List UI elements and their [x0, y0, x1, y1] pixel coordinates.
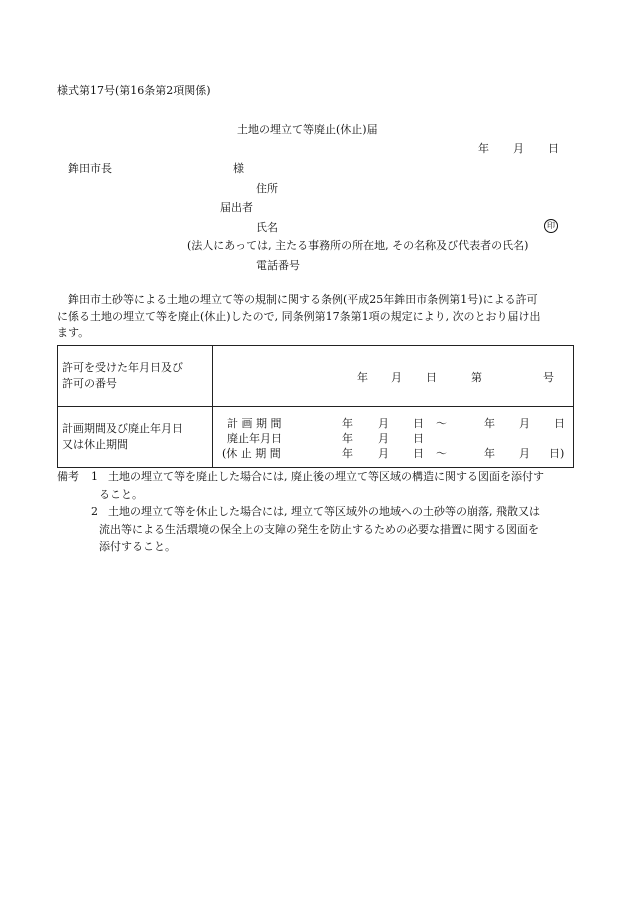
permit-year: 年: [357, 371, 368, 384]
form-number: 様式第17号(第16条第2項関係): [57, 84, 211, 97]
permit-value-cell[interactable]: [213, 346, 574, 407]
suspend-end-month: 月: [519, 447, 530, 460]
permit-month: 月: [391, 371, 402, 384]
permit-dai: 第: [471, 371, 482, 384]
suspend-end-year: 年: [484, 447, 495, 460]
permit-label-line-2: 許可の番号: [62, 377, 117, 390]
period-label-line-2: 又は休止期間: [62, 438, 128, 451]
plan-end-day: 日: [554, 417, 565, 430]
body-line-1: 鉾田市土砂等による土地の埋立て等の規制に関する条例(平成25年鉾田市条例第1号)による許可: [68, 293, 538, 306]
plan-start-month: 月: [378, 417, 389, 430]
plan-period-label: 計 画 期 間: [227, 417, 282, 430]
remark-2-line-3: 添付すること。: [99, 540, 176, 553]
abolish-date-label: 廃止年月日: [227, 432, 282, 445]
suspend-start-month: 月: [378, 447, 389, 460]
permit-label-line-1: 許可を受けた年月日及び: [62, 361, 183, 374]
suspend-tilde: ～: [436, 447, 447, 460]
remark-2-number: 2: [91, 505, 98, 518]
honorific: 様: [233, 162, 244, 175]
seal-mark: [544, 218, 558, 233]
period-label-cell: [58, 407, 213, 468]
permit-go: 号: [543, 371, 554, 384]
corporate-note: (法人にあっては, 主たる事務所の所在地, その名称及び代表者の氏名): [187, 239, 529, 252]
abolish-month: 月: [378, 432, 389, 445]
table-row-period: [58, 407, 574, 468]
remarks-label: 備考: [57, 470, 79, 483]
remark-1-line-2: ること。: [99, 487, 143, 501]
phone-label: 電話番号: [256, 259, 300, 272]
document-title: 土地の埋立て等廃止(休止)届: [237, 123, 378, 136]
seal-icon: 印: [544, 219, 558, 233]
addressee: 鉾田市長: [68, 162, 112, 175]
remark-1-line-1: 土地の埋立て等を廃止した場合には, 廃止後の埋立て等区域の構造に関する図面を添付す: [108, 470, 544, 483]
body-paragraph: [57, 292, 575, 342]
remark-2-line-1: 土地の埋立て等を休止した場合には, 埋立て等区域外の地域への土砂等の崩落, 飛散又は: [108, 505, 540, 518]
permit-label-cell: [58, 346, 213, 407]
notifier-label: 届出者: [220, 201, 253, 214]
abolish-year: 年: [342, 432, 353, 445]
date-month-label: 月: [513, 142, 524, 155]
period-label-line-1: 計画期間及び廃止年月日: [62, 422, 183, 435]
suspend-period-label: (休 止 期 間: [222, 447, 281, 460]
abolish-day: 日: [413, 432, 424, 445]
period-value-cell[interactable]: [213, 407, 574, 468]
date-day-label: 日: [548, 142, 559, 155]
table-row-permit: [58, 346, 574, 407]
body-line-2: に係る土地の埋立て等を廃止(休止)したので, 同条例第17条第1項の規定により, 次のとおり届け出: [57, 309, 541, 323]
plan-tilde: ～: [436, 417, 447, 430]
plan-start-year: 年: [342, 417, 353, 430]
date-year-label: 年: [478, 142, 489, 155]
plan-end-year: 年: [484, 417, 495, 430]
remark-2-line-2: 流出等による生活環境の保全上の支障の発生を防止するための必要な措置に関する図面を: [99, 522, 539, 536]
plan-end-month: 月: [519, 417, 530, 430]
form-table: [57, 345, 574, 468]
suspend-start-day: 日: [413, 447, 424, 460]
body-line-3: ます。: [57, 326, 90, 339]
address-label: 住所: [256, 182, 278, 195]
name-label: 氏名: [256, 221, 278, 234]
permit-day: 日: [426, 371, 437, 384]
suspend-start-year: 年: [342, 447, 353, 460]
suspend-end-day: 日): [549, 447, 565, 460]
plan-start-day: 日: [413, 417, 424, 430]
remark-1-number: 1: [91, 470, 98, 483]
